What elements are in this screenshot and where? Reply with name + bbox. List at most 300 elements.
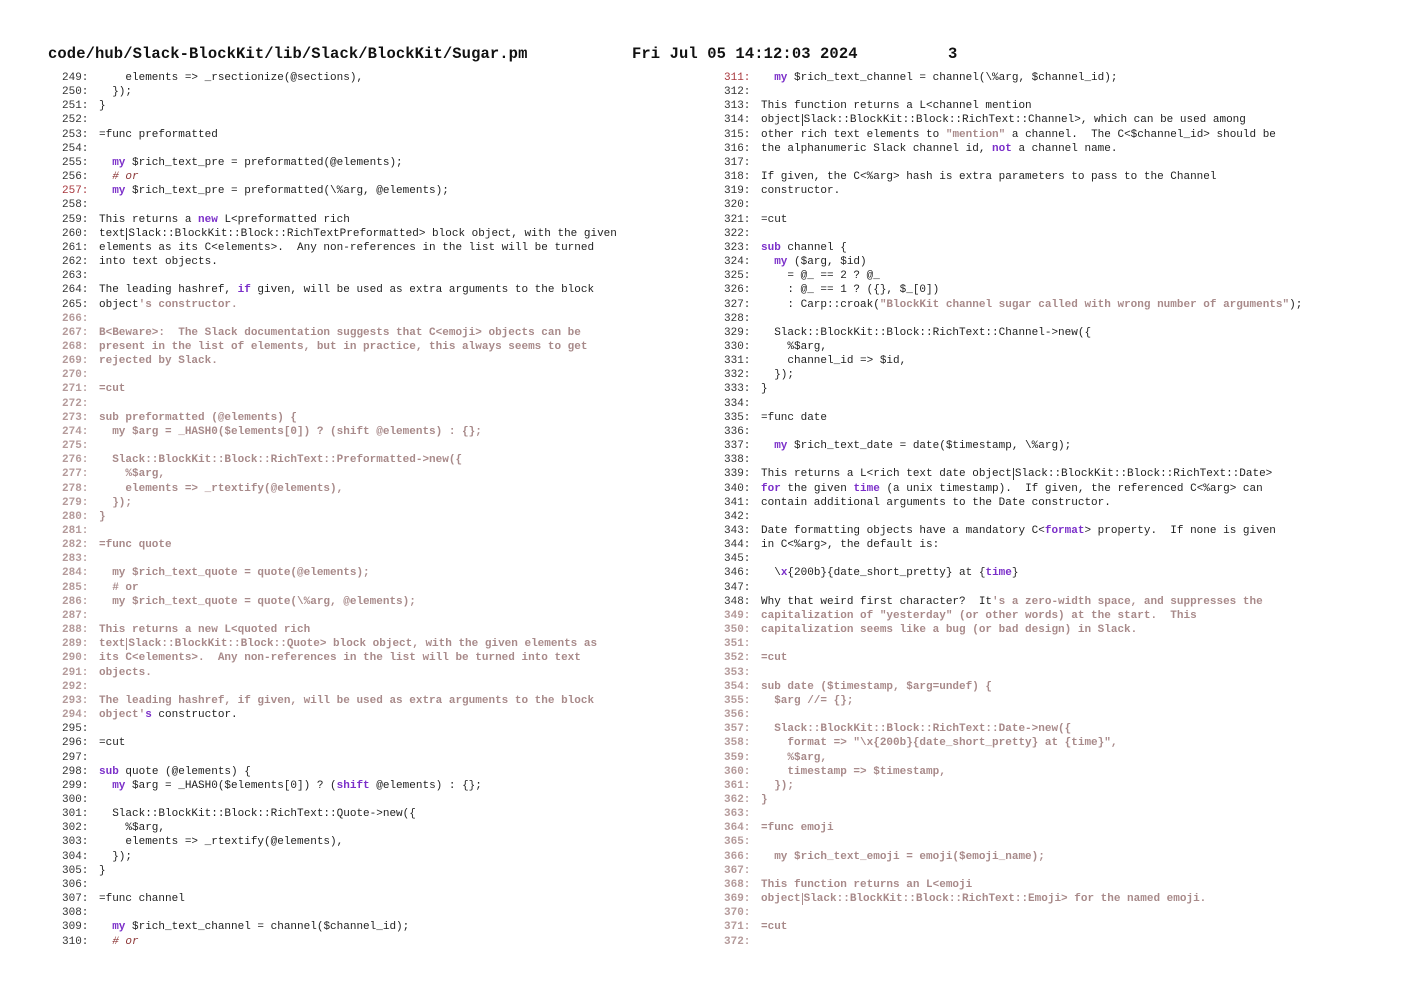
line-number: 273: xyxy=(62,411,89,424)
line-number: 322: xyxy=(724,227,751,240)
code-text: my xyxy=(112,921,126,934)
line-number: 371: xyxy=(724,921,751,934)
line-number: 303: xyxy=(62,836,89,849)
line-number: 271: xyxy=(62,383,89,396)
code-line xyxy=(62,552,617,566)
code-line xyxy=(62,666,617,680)
code-text xyxy=(761,440,774,452)
line-number: 287: xyxy=(62,609,89,622)
line-number: 341: xyxy=(724,496,751,509)
code-line xyxy=(724,269,1302,283)
code-line xyxy=(724,453,1302,467)
code-line xyxy=(724,807,1302,821)
line-number: 309: xyxy=(62,921,89,934)
code-line xyxy=(62,397,617,411)
code-text: text xyxy=(99,638,126,651)
code-text: This returns a xyxy=(99,213,199,226)
code-line xyxy=(724,467,1302,481)
code-text: {200b}{date_short_pretty} at { xyxy=(787,567,986,580)
line-number: 302: xyxy=(62,822,89,835)
line-number: 370: xyxy=(724,907,751,920)
code-line xyxy=(724,566,1302,580)
code-line xyxy=(724,609,1302,623)
code-line xyxy=(62,439,617,453)
code-text: rejected by Slack. xyxy=(99,355,218,368)
line-number: 326: xyxy=(724,284,751,297)
code-text: }); xyxy=(761,779,795,792)
code-text: 's constructor. xyxy=(138,298,238,311)
line-number: 305: xyxy=(62,864,89,877)
line-number: 325: xyxy=(724,270,751,283)
code-text: $rich_text_channel = channel(\%arg, $channel_id); xyxy=(787,72,1118,84)
code-line xyxy=(62,298,617,312)
line-number: 294: xyxy=(62,709,89,722)
code-text: } xyxy=(99,864,106,877)
line-number: 340: xyxy=(724,482,751,495)
code-text: "BlockKit channel sugar called with wrong number of arguments" xyxy=(879,298,1290,311)
code-line xyxy=(724,623,1302,637)
code-text: time xyxy=(853,482,880,495)
line-number: 286: xyxy=(62,595,89,608)
code-text xyxy=(761,256,774,268)
code-text: %$arg, xyxy=(99,468,166,481)
code-line xyxy=(724,864,1302,878)
code-line xyxy=(724,680,1302,694)
line-number: 249: xyxy=(62,72,89,84)
line-number: 358: xyxy=(724,737,751,750)
line-number: 361: xyxy=(724,779,751,792)
code-line xyxy=(724,397,1302,411)
line-number: 350: xyxy=(724,624,751,637)
code-line xyxy=(62,765,617,779)
code-text: =cut xyxy=(761,213,788,226)
code-line xyxy=(724,85,1302,99)
code-text: This function returns an L<emoji xyxy=(761,878,973,891)
code-line xyxy=(62,368,617,382)
code-text: my xyxy=(112,185,126,198)
code-line xyxy=(724,340,1302,354)
line-number: 321: xyxy=(724,213,751,226)
code-text: a channel. The C<$channel_id> should be xyxy=(1005,128,1276,141)
code-text: $rich_text_channel = channel($channel_id); xyxy=(125,921,410,934)
code-text: format xyxy=(1044,525,1085,537)
code-text: if xyxy=(237,284,251,297)
code-line xyxy=(724,878,1302,892)
code-line xyxy=(724,835,1302,849)
line-number: 353: xyxy=(724,666,751,679)
line-number: 360: xyxy=(724,765,751,778)
code-text: my $arg = _HASH0($elements[0]) ? (shift @elements) : {}; xyxy=(99,425,482,438)
line-number: 299: xyxy=(62,779,89,792)
line-number: 351: xyxy=(724,638,751,651)
code-line xyxy=(62,382,617,396)
code-text: : Carp::croak( xyxy=(761,298,880,311)
code-line xyxy=(62,538,617,552)
line-number: 338: xyxy=(724,454,751,467)
code-text: objects. xyxy=(99,666,152,679)
line-number: 366: xyxy=(724,850,751,863)
code-line xyxy=(724,906,1302,920)
code-text: present in the list of elements, but in practice, this always seems to get xyxy=(99,340,588,353)
code-text: }); xyxy=(99,86,133,99)
line-number: 362: xyxy=(724,793,751,806)
code-text: This returns a L<rich text date object xyxy=(761,468,1012,481)
code-text: =func channel xyxy=(99,893,185,906)
code-line xyxy=(62,935,617,949)
line-number: 316: xyxy=(724,142,751,155)
code-line xyxy=(62,892,617,906)
code-line xyxy=(62,850,617,864)
code-text: # or xyxy=(112,171,139,184)
line-number: 276: xyxy=(62,454,89,467)
code-text: ($arg, $id) xyxy=(787,256,867,269)
code-text: = @_ == 2 ? @_ xyxy=(761,270,880,283)
code-line xyxy=(724,510,1302,524)
code-line xyxy=(724,255,1302,269)
line-number: 254: xyxy=(62,142,89,155)
code-text: $rich_text_pre = preformatted(\%arg, @elements); xyxy=(125,185,449,198)
line-number: 365: xyxy=(724,836,751,849)
code-line xyxy=(724,439,1302,453)
code-line xyxy=(62,694,617,708)
code-line xyxy=(62,609,617,623)
code-line xyxy=(724,425,1302,439)
line-number: 319: xyxy=(724,185,751,198)
line-number: 274: xyxy=(62,425,89,438)
code-line xyxy=(62,581,617,595)
line-number: 337: xyxy=(724,440,751,453)
code-line xyxy=(724,538,1302,552)
line-number: 283: xyxy=(62,553,89,566)
code-line xyxy=(62,736,617,750)
line-number: 298: xyxy=(62,765,89,778)
line-number: 275: xyxy=(62,440,89,453)
line-number: 323: xyxy=(724,241,751,254)
code-line xyxy=(62,170,617,184)
code-text: contain additional arguments to the Date constructor. xyxy=(761,496,1111,509)
line-number: 255: xyxy=(62,156,89,169)
code-line xyxy=(62,793,617,807)
line-number: 253: xyxy=(62,128,89,141)
code-text: $arg //= {}; xyxy=(761,694,854,707)
code-line xyxy=(62,751,617,765)
code-text: Slack::BlockKit::Block::RichText::Date> xyxy=(1014,468,1273,481)
code-text: quote (@elements) { xyxy=(118,765,251,778)
code-text: =cut xyxy=(99,383,126,396)
code-text: %$arg, xyxy=(761,751,828,764)
line-number: 368: xyxy=(724,878,751,891)
line-number: 363: xyxy=(724,808,751,821)
line-number: 339: xyxy=(724,468,751,481)
code-text: a channel name. xyxy=(1011,142,1118,155)
line-number: 328: xyxy=(724,312,751,325)
code-text: (a unix timestamp). If given, the referenced C<%arg> can xyxy=(879,482,1263,495)
line-number: 290: xyxy=(62,652,89,665)
code-text: sub date ($timestamp, $arg=undef) { xyxy=(761,680,993,693)
code-text: channel { xyxy=(780,241,847,254)
code-text: If given, the C<%arg> hash is extra parameters to pass to the Channel xyxy=(761,171,1217,184)
line-number: 311: xyxy=(724,72,751,84)
line-number: 317: xyxy=(724,156,751,169)
code-line xyxy=(62,142,617,156)
line-number: 367: xyxy=(724,864,751,877)
code-line xyxy=(62,326,617,340)
line-number: 304: xyxy=(62,850,89,863)
code-text: The leading hashref, if given, will be used as extra arguments to the block xyxy=(99,694,595,707)
code-line xyxy=(62,99,617,113)
code-line xyxy=(724,722,1302,736)
code-line xyxy=(62,510,617,524)
code-line xyxy=(724,198,1302,212)
code-text: my xyxy=(774,440,788,453)
code-line xyxy=(62,496,617,510)
code-line xyxy=(724,694,1302,708)
line-number: 352: xyxy=(724,652,751,665)
code-text: object xyxy=(761,893,801,906)
code-text: =func emoji xyxy=(761,822,834,835)
code-line xyxy=(724,241,1302,255)
line-number: 297: xyxy=(62,751,89,764)
line-number: 312: xyxy=(724,86,751,99)
line-number: 250: xyxy=(62,86,89,99)
line-number: 307: xyxy=(62,893,89,906)
code-line xyxy=(62,453,617,467)
code-line xyxy=(62,864,617,878)
code-line xyxy=(62,920,617,934)
code-text: capitalization of "yesterday" (or other words) at the start. This xyxy=(761,609,1197,622)
line-number: 265: xyxy=(62,298,89,311)
code-line xyxy=(62,184,617,198)
code-text: %$arg, xyxy=(761,340,828,353)
code-text: object' xyxy=(99,709,146,722)
line-number: 285: xyxy=(62,581,89,594)
line-number: 364: xyxy=(724,822,751,835)
line-number: 266: xyxy=(62,312,89,325)
code-line xyxy=(724,326,1302,340)
code-text xyxy=(99,780,112,792)
code-text: Slack::BlockKit::Block::RichTextPreformatted> block object, with the given xyxy=(128,227,617,240)
code-text: Slack::BlockKit::Block::Quote> block object, with the given elements as xyxy=(128,638,598,651)
code-line xyxy=(724,821,1302,835)
code-line xyxy=(62,835,617,849)
code-line xyxy=(62,227,617,241)
code-text: my $rich_text_quote = quote(@elements); xyxy=(99,567,370,580)
line-number: 329: xyxy=(724,326,751,339)
code-text: sub xyxy=(761,241,781,254)
code-text: } xyxy=(99,510,106,523)
code-line xyxy=(724,213,1302,227)
code-text: Slack::BlockKit::Block::RichText::Preformatted->new({ xyxy=(99,454,463,467)
code-line xyxy=(62,255,617,269)
code-line xyxy=(62,779,617,793)
code-line xyxy=(62,482,617,496)
code-text: ); xyxy=(1289,298,1303,311)
line-number: 359: xyxy=(724,751,751,764)
line-number: 343: xyxy=(724,525,751,537)
line-number: 324: xyxy=(724,256,751,269)
line-number: 256: xyxy=(62,171,89,184)
line-number: 258: xyxy=(62,199,89,212)
line-number: 289: xyxy=(62,638,89,651)
line-number: 342: xyxy=(724,510,751,523)
code-line xyxy=(62,595,617,609)
line-number: 293: xyxy=(62,694,89,707)
code-line xyxy=(724,581,1302,595)
code-line xyxy=(724,354,1302,368)
line-number: 336: xyxy=(724,425,751,438)
line-number: 291: xyxy=(62,666,89,679)
code-line xyxy=(62,524,617,538)
code-text: the given xyxy=(780,482,854,495)
code-text: new xyxy=(198,213,218,226)
code-line xyxy=(62,85,617,99)
code-text: =cut xyxy=(99,737,126,750)
code-text: =func quote xyxy=(99,539,172,552)
line-number: 270: xyxy=(62,369,89,382)
code-line xyxy=(724,184,1302,198)
line-number: 261: xyxy=(62,241,89,254)
code-text: $arg = _HASH0($elements[0]) ? ( xyxy=(125,779,337,792)
code-text: not xyxy=(992,142,1012,155)
code-text: elements => _rtextify(@elements), xyxy=(99,836,344,849)
code-text xyxy=(761,72,774,84)
code-line xyxy=(724,382,1302,396)
line-number: 300: xyxy=(62,793,89,806)
line-number: 357: xyxy=(724,723,751,736)
code-text xyxy=(99,185,112,197)
code-line xyxy=(62,128,617,142)
code-text: x xyxy=(780,567,788,580)
code-line xyxy=(724,368,1302,382)
line-number: 356: xyxy=(724,709,751,722)
code-text: } xyxy=(99,100,106,113)
code-text: # or xyxy=(112,935,139,948)
code-text: given, will be used as extra arguments to the block xyxy=(250,284,595,297)
code-text: =cut xyxy=(761,921,788,934)
code-text: my $rich_text_emoji = emoji($emoji_name); xyxy=(761,850,1045,863)
code-line xyxy=(62,566,617,580)
file-path: code/hub/Slack-BlockKit/lib/Slack/BlockKit/Sugar.pm xyxy=(48,45,528,63)
code-line xyxy=(724,312,1302,326)
code-text: sub xyxy=(99,765,119,778)
code-text: elements => _rtextify(@elements), xyxy=(99,482,344,495)
line-number: 288: xyxy=(62,624,89,637)
code-text xyxy=(99,936,112,948)
code-text: $rich_text_pre = preformatted(@elements); xyxy=(125,156,403,169)
code-line xyxy=(62,425,617,439)
code-text: =cut xyxy=(761,652,788,665)
code-text: Slack::BlockKit::Block::RichText::Quote->new({ xyxy=(99,808,416,821)
code-line xyxy=(724,765,1302,779)
line-number: 346: xyxy=(724,567,751,580)
code-text: other rich text elements to xyxy=(761,128,946,141)
line-number: 257: xyxy=(62,185,89,198)
code-text: } xyxy=(761,383,768,396)
code-line xyxy=(62,722,617,736)
code-text: channel_id => $id, xyxy=(761,355,907,368)
code-line xyxy=(724,751,1302,765)
line-number: 334: xyxy=(724,397,751,410)
code-line xyxy=(62,821,617,835)
code-line xyxy=(724,736,1302,750)
code-text: time xyxy=(985,567,1012,580)
code-text: > property. If none is given xyxy=(1084,525,1276,537)
code-text: }); xyxy=(99,496,133,509)
code-line xyxy=(724,850,1302,864)
code-text: $rich_text_date = date($timestamp, \%arg); xyxy=(787,440,1072,453)
line-number: 347: xyxy=(724,581,751,594)
code-line xyxy=(724,142,1302,156)
line-number: 330: xyxy=(724,340,751,353)
line-number: 310: xyxy=(62,935,89,948)
code-column-left xyxy=(62,71,617,949)
code-line xyxy=(724,283,1302,297)
line-number: 296: xyxy=(62,737,89,750)
code-text: sub preformatted (@elements) { xyxy=(99,411,298,424)
line-number: 277: xyxy=(62,468,89,481)
code-text: shift xyxy=(336,779,370,792)
code-line xyxy=(724,708,1302,722)
code-text: elements as its C<elements>. Any non-references in the list will be turned xyxy=(99,241,595,254)
code-text: Slack::BlockKit::Block::RichText::Date->new({ xyxy=(761,723,1072,736)
line-number: 315: xyxy=(724,128,751,141)
code-text: object xyxy=(99,298,139,311)
code-line xyxy=(62,354,617,368)
line-number: 260: xyxy=(62,227,89,240)
line-number: 268: xyxy=(62,340,89,353)
code-text: "mention" xyxy=(945,128,1006,141)
code-text: Slack::BlockKit::Block::RichText::Channel->new({ xyxy=(761,326,1092,339)
code-line xyxy=(62,651,617,665)
line-number: 369: xyxy=(724,893,751,906)
code-line xyxy=(62,71,617,85)
code-text: =func date xyxy=(761,411,828,424)
line-number: 308: xyxy=(62,907,89,920)
code-text xyxy=(99,171,112,183)
code-text: in C<%arg>, the default is: xyxy=(761,539,940,552)
code-line xyxy=(724,651,1302,665)
code-line xyxy=(724,524,1302,538)
code-text: the alphanumeric Slack channel id, xyxy=(761,142,993,155)
code-text: into text objects. xyxy=(99,256,218,269)
code-text: Why that weird first character? It xyxy=(761,595,993,608)
code-line xyxy=(724,920,1302,934)
code-text: its C<elements>. Any non-references in the list will be turned into text xyxy=(99,652,581,665)
code-text: Slack::BlockKit::Block::RichText::Channel>, which can be used among xyxy=(803,114,1246,127)
print-timestamp: Fri Jul 05 14:12:03 2024 xyxy=(632,45,858,63)
line-number: 279: xyxy=(62,496,89,509)
code-text: my xyxy=(774,72,788,84)
line-number: 267: xyxy=(62,326,89,339)
code-line xyxy=(62,878,617,892)
code-line xyxy=(724,156,1302,170)
line-number: 354: xyxy=(724,680,751,693)
line-number: 320: xyxy=(724,199,751,212)
code-line xyxy=(62,708,617,722)
code-text: The leading hashref, xyxy=(99,284,238,297)
code-line xyxy=(724,71,1302,85)
code-line xyxy=(724,779,1302,793)
code-text: Slack::BlockKit::Block::RichText::Emoji> for the named emoji. xyxy=(803,893,1207,906)
code-line xyxy=(62,156,617,170)
line-number: 314: xyxy=(724,114,751,127)
line-number: 348: xyxy=(724,595,751,608)
code-text: } xyxy=(761,793,768,806)
code-line xyxy=(62,312,617,326)
code-line xyxy=(62,283,617,297)
line-number: 295: xyxy=(62,723,89,736)
code-text: 's a zero-width space, and suppresses the xyxy=(992,595,1263,608)
